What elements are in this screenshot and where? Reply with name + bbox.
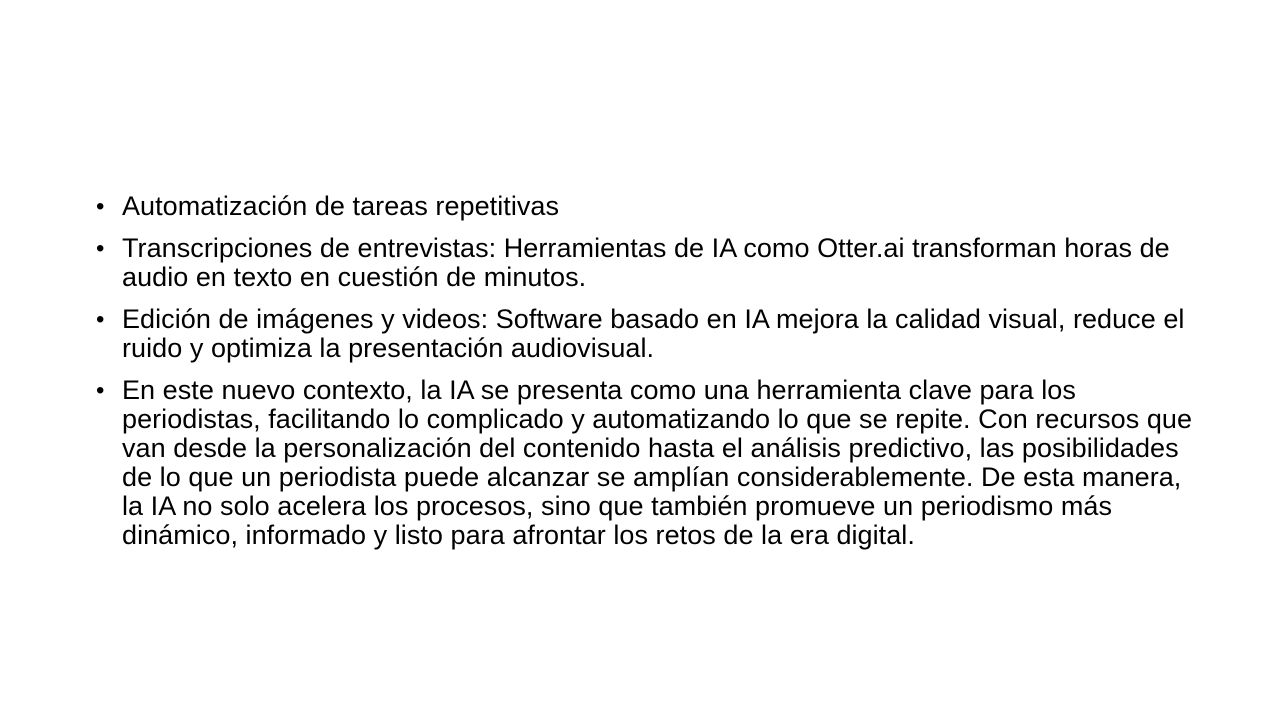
bullet-dot-icon: • bbox=[96, 306, 105, 333]
bullet-item bbox=[96, 234, 1196, 292]
bullet-item bbox=[96, 192, 1196, 221]
bullet-dot-icon: • bbox=[96, 235, 105, 262]
bullet-dot-icon: • bbox=[96, 193, 105, 220]
bullet-text: Automatización de tareas repetitivas bbox=[122, 191, 560, 221]
bullet-text: Transcripciones de entrevistas: Herramientas de IA como Otter.ai transforman horas de audio en texto en cuestión de minutos. bbox=[122, 233, 1170, 292]
bullet-dot-icon: • bbox=[96, 377, 105, 404]
bullet-item bbox=[96, 376, 1196, 550]
bullet-text: En este nuevo contexto, la IA se presenta como una herramienta clave para los periodistas, facilitando lo complicado y automatizando lo que se repite. Con recursos que van desde la personalización del contenido hasta el análisis predictivo, las posibilidades de lo que un periodista puede alcanzar se amplían considerablemente. De esta manera, la IA no solo acelera los procesos, sino que también promueve un periodismo más dinámico, informado y listo para afrontar los retos de la era digital. bbox=[122, 375, 1193, 550]
bullet-item bbox=[96, 305, 1196, 363]
bullet-list bbox=[96, 192, 1196, 563]
bullet-text: Edición de imágenes y videos: Software basado en IA mejora la calidad visual, reduce el ruido y optimiza la presentación audiovisual. bbox=[122, 304, 1185, 363]
